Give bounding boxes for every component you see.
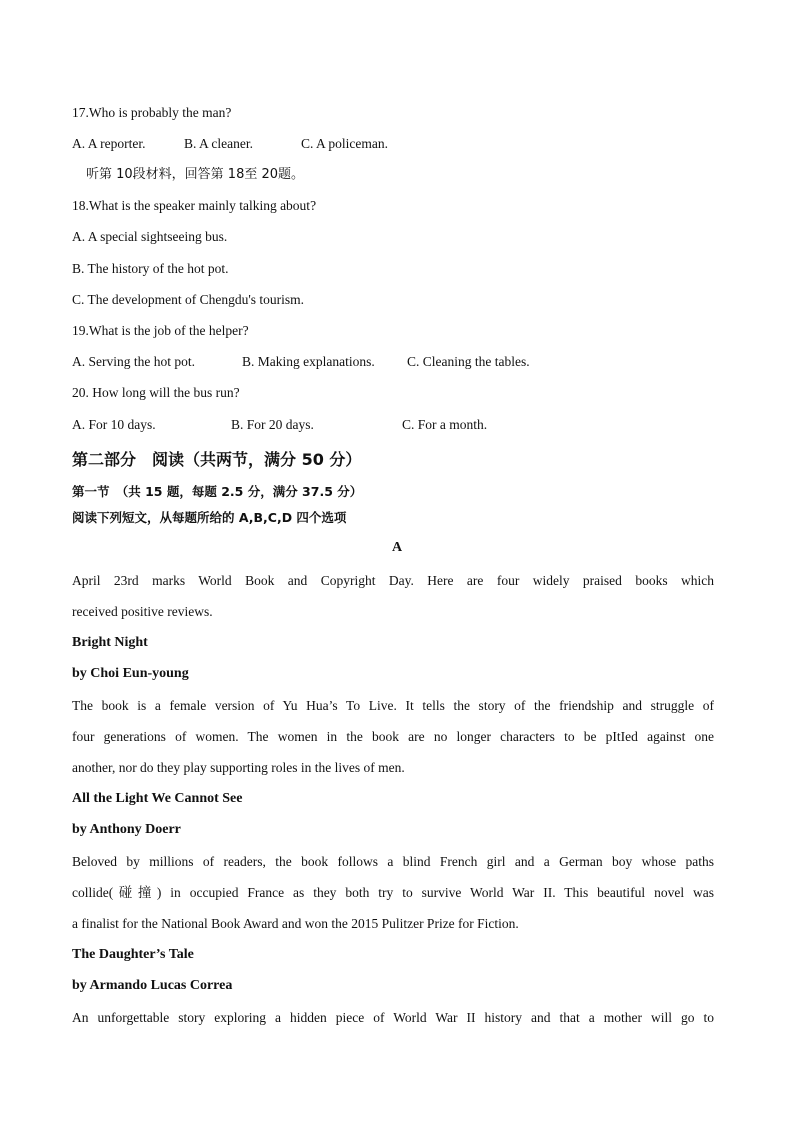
question-18: 18.What is the speaker mainly talking about?: [72, 198, 317, 213]
q17-option-a: A. A reporter.: [72, 136, 146, 151]
q18-option-b: B. The history of the hot pot.: [72, 261, 229, 276]
q20-option-a: A. For 10 days.: [72, 417, 156, 432]
book-description-line: four generations of women. The women in the book are no longer characters to be pItIed against one: [72, 729, 714, 744]
book-title: All the Light We Cannot See: [72, 791, 243, 806]
book-author: by Armando Lucas Correa: [72, 978, 233, 993]
q20-option-c: C. For a month.: [402, 417, 488, 432]
book-description-line: Beloved by millions of readers, the book follows a blind French girl and a German boy whose paths: [72, 854, 714, 869]
q19-option-a: A. Serving the hot pot.: [72, 354, 195, 369]
q17-option-b: B. A cleaner.: [184, 136, 253, 151]
part-two-title: 第二部分 阅读（共两节，满分 50 分）: [72, 450, 362, 469]
book-title: Bright Night: [72, 635, 148, 650]
q17-option-c: C. A policeman.: [301, 136, 388, 151]
book-description-line: An unforgettable story exploring a hidden piece of World War II history and that a mother will go to: [72, 1010, 714, 1025]
question-17: 17.Who is probably the man?: [72, 105, 232, 120]
book-author: by Choi Eun-young: [72, 666, 189, 681]
q19-option-c: C. Cleaning the tables.: [407, 354, 530, 369]
book-description-line: The book is a female version of Yu Hua’s To Live. It tells the story of the friendship and struggle of: [72, 698, 714, 713]
book-description-line: a finalist for the National Book Award and won the 2015 Pulitzer Prize for Fiction.: [72, 916, 519, 931]
passage-intro-line-1: April 23rd marks World Book and Copyright Day. Here are four widely praised books which: [72, 573, 714, 588]
section-one-heading: 第一节 （共 15 题，每题 2.5 分，满分 37.5 分）: [72, 484, 363, 499]
question-20: 20. How long will the bus run?: [72, 385, 240, 400]
book-description-line: collide(碰撞) in occupied France as they both try to survive World War II. This beautiful novel was: [72, 885, 714, 900]
reading-directions: 阅读下列短文，从每题所给的 A,B,C,D 四个选项: [72, 510, 347, 525]
q18-option-a: A. A special sightseeing bus.: [72, 229, 228, 244]
q18-option-c: C. The development of Chengdu's tourism.: [72, 292, 305, 307]
q20-option-b: B. For 20 days.: [231, 417, 314, 432]
question-19: 19.What is the job of the helper?: [72, 323, 249, 338]
book-title: The Daughter’s Tale: [72, 947, 194, 962]
passage-label: A: [391, 540, 403, 555]
book-description-line: another, nor do they play supporting roles in the lives of men.: [72, 760, 405, 775]
passage-intro-line-2: received positive reviews.: [72, 604, 213, 619]
listening-instruction: 听第 10段材料，回答第 18至 20题。: [86, 167, 305, 182]
book-author: by Anthony Doerr: [72, 822, 181, 837]
q19-option-b: B. Making explanations.: [242, 354, 375, 369]
